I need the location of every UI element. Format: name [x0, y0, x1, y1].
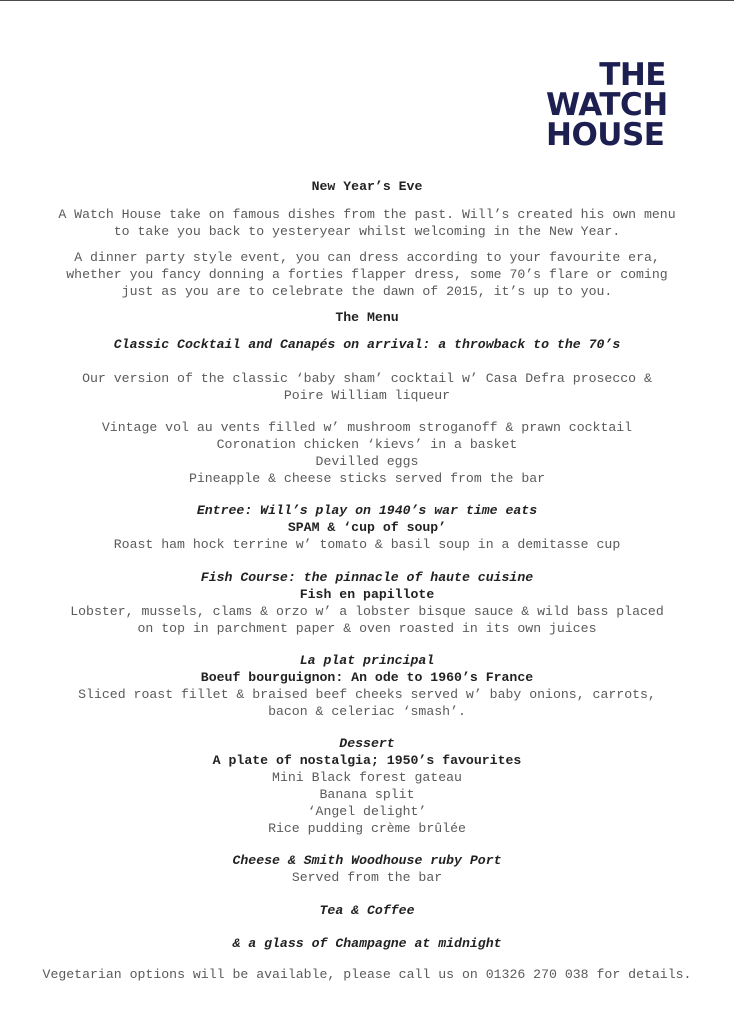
vegetarian-note: Vegetarian options will be available, please call us on 01326 270 038 for details.: [42, 967, 692, 982]
main-description-line-1: Sliced roast fillet & braised beef cheeks served w’ baby onions, carrots,: [78, 687, 656, 702]
entree-course-heading: Entree: Will’s play on 1940’s war time eats: [196, 503, 538, 518]
cocktail-line-2: Poire William liqueur: [283, 388, 451, 403]
cheese-course-heading: Cheese & Smith Woodhouse ruby Port: [232, 853, 502, 868]
canape-item: Coronation chicken ‘kievs’ in a basket: [216, 437, 518, 452]
fish-course-heading: Fish Course: the pinnacle of haute cuisine: [200, 570, 534, 585]
logo-line-the: THE: [599, 57, 666, 93]
dessert-item: Rice pudding crème brûlée: [268, 821, 466, 836]
top-border: [0, 0, 734, 1]
logo-line-watch: WATCH: [546, 87, 668, 123]
dessert-item: Banana split: [319, 787, 415, 802]
entree-description: Roast ham hock terrine w’ tomato & basil soup in a demitasse cup: [113, 537, 621, 552]
main-dish-name: Boeuf bourguignon: An ode to 1960’s France: [200, 670, 534, 685]
canape-item: Devilled eggs: [315, 454, 419, 469]
entree-dish-name: SPAM & ‘cup of soup’: [287, 520, 447, 535]
canape-item: Pineapple & cheese sticks served from the bar: [188, 471, 546, 486]
intro-paragraph-1-line-2: to take you back to yesteryear whilst welcoming in the New Year.: [113, 224, 621, 239]
dessert-item: Mini Black forest gateau: [272, 770, 462, 785]
dessert-item: ‘Angel delight’: [307, 804, 427, 819]
page-title: New Year’s Eve: [311, 179, 423, 194]
cocktail-line-1: Our version of the classic ‘baby sham’ cocktail w’ Casa Defra prosecco &: [82, 371, 652, 386]
fish-dish-name: Fish en papillote: [299, 587, 435, 602]
intro-paragraph-2-line-3: just as you are to celebrate the dawn of 2015, it’s up to you.: [121, 284, 613, 299]
main-description-line-2: bacon & celeriac ‘smash’.: [268, 704, 466, 719]
cheese-description: Served from the bar: [291, 870, 443, 885]
dessert-course-heading: Dessert: [339, 736, 395, 751]
champagne-heading: & a glass of Champagne at midnight: [232, 936, 502, 951]
intro-paragraph-1-line-1: A Watch House take on famous dishes from the past. Will’s created his own menu: [58, 207, 676, 222]
arrival-course-heading: Classic Cocktail and Canapés on arrival: a throwback to the 70’s: [113, 337, 621, 352]
dessert-dish-name: A plate of nostalgia; 1950’s favourites: [212, 753, 522, 768]
fish-description-line-2: on top in parchment paper & oven roasted in its own juices: [137, 621, 597, 636]
tea-coffee-heading: Tea & Coffee: [319, 903, 415, 918]
logo-line-house: HOUSE: [546, 117, 665, 153]
intro-paragraph-2-line-1: A dinner party style event, you can dress according to your favourite era,: [74, 250, 660, 265]
main-course-heading: La plat principal: [299, 653, 435, 668]
canape-item: Vintage vol au vents filled w’ mushroom stroganoff & prawn cocktail: [101, 420, 633, 435]
fish-description-line-1: Lobster, mussels, clams & orzo w’ a lobster bisque sauce & wild bass placed: [70, 604, 664, 619]
watch-house-logo: [546, 57, 668, 153]
intro-paragraph-2-line-2: whether you fancy donning a forties flapper dress, some 70’s flare or coming: [66, 267, 668, 282]
menu-heading: The Menu: [335, 310, 399, 325]
